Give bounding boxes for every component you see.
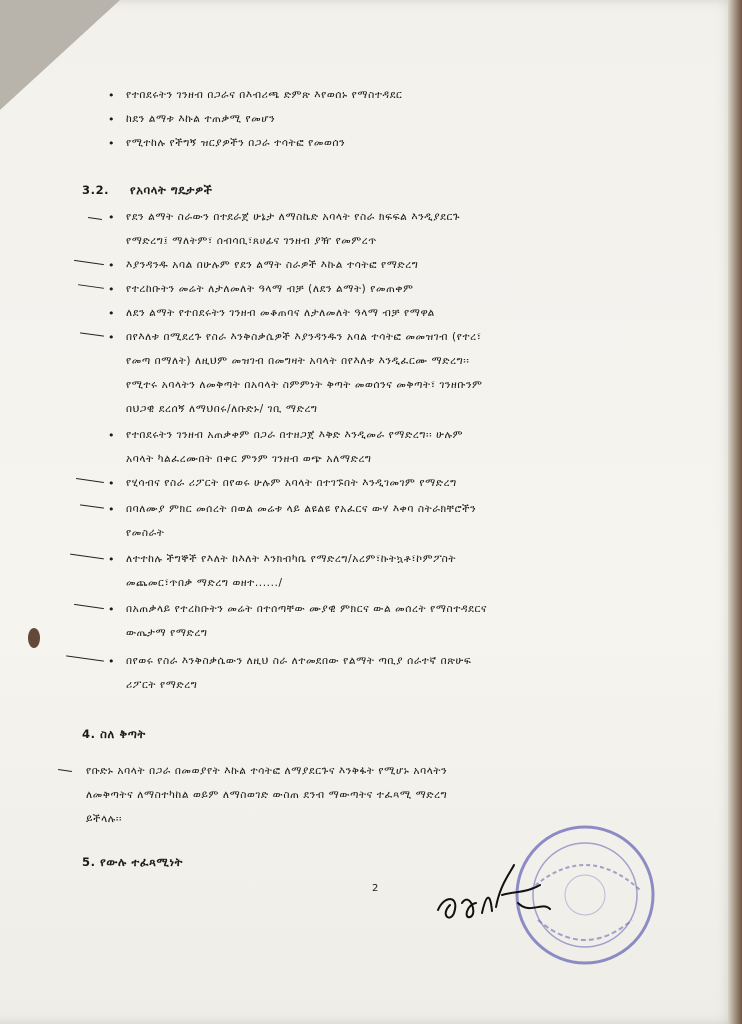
duty-10-line-1: በአጠቃላይ የተረከቡትን መሬት በተሰጣቸው ሙያዊ ምክርና ውል መሰረት የማስተዳደርና <box>126 603 488 615</box>
bullet-icon: • <box>108 429 116 442</box>
duty-11-line-2: ሪፖርት የማድረግ <box>126 679 198 691</box>
duty-8-line-1: በባለሙያ ምክር መሰረት በወል መሬቱ ላይ ልዩልዩ የአፈርና ውሃ እቀባ ስትራክቸሮችን <box>126 503 477 515</box>
duty-11-line-1: በየወሩ የስራ እንቅስቃሴውን ለዚህ ስራ ለተመደበው የልማት ጣቢያ ሰራተኛ በጽሁፍ <box>126 655 472 667</box>
section-5-heading: 5. የውሉ ተፈጻሚነት <box>82 855 183 869</box>
top-bullet-3: የሚተከሉ የችግኝ ዝርያዎችን በጋራ ተሳትፎ የመወሰን <box>126 137 346 149</box>
section-4-line-3: ይችላሉ፡፡ <box>86 813 123 825</box>
section-title: የአባላት ግዴታዎች <box>130 183 213 197</box>
bullet-icon: • <box>108 477 116 490</box>
section-number: 3.2. <box>82 183 110 197</box>
duty-1-line-1: የደን ልማት ስራውን በተደራጀ ሁኔታ ለማስኬድ አባላት የስራ ክፍፍል እንዲያደርጉ <box>126 211 461 223</box>
section-4-heading: 4. ስለ ቅጣት <box>82 727 146 741</box>
section-4-line-2: ለመቅጣትና ለማስተካከል ወይም ለማስወገድ ውስጠ ደንብ ማውጣትና ተፈጻሚ ማድረግ <box>86 789 448 801</box>
duty-5-line-2: የመጣ በማለት) ለዚህም መዝገብ በመግዛት አባላት በየእለቱ እንዲፈርሙ ማድረግ፡፡ <box>126 355 470 367</box>
margin-tick <box>80 504 104 508</box>
bullet-icon: • <box>108 137 116 150</box>
margin-tick <box>76 478 104 483</box>
margin-tick <box>80 332 104 336</box>
duty-10-line-2: ውጤታማ የማድረግ <box>126 627 208 639</box>
duty-9-line-1: ለተተከሉ ችግኞች የእለት ከእለት እንክብካቤ የማድረግ/አረም፣ኩትኳቶ፣ኮምፖስት <box>126 553 457 565</box>
top-bullet-1: የተበደሩትን ገንዘብ በጋራና በእብሪጫ ድምጽ እየወሰኑ የማስተዳደር <box>126 89 403 101</box>
bullet-icon: • <box>108 331 116 344</box>
bullet-icon: • <box>108 503 116 516</box>
duty-1-line-2: የማድረግ፤ ማለትም፣ ሰብሳቢ፣ጸሀፊና ገንዘብ ያዥ የመምረጥ <box>126 235 377 247</box>
duty-4: ለደን ልማት የተበደሩትን ገንዘብ መቆጠባና ለታለመለት ዓላማ ብቻ የማዋል <box>126 307 435 319</box>
duty-6-line-2: አባላት ካልፈረሙበት በቀር ምንም ገንዘብ ወጭ አለማድረግ <box>126 453 372 465</box>
margin-tick <box>58 769 72 772</box>
margin-tick <box>66 655 104 661</box>
duty-8-line-2: የመስራት <box>126 527 165 539</box>
duty-3: የተረከቡትን መሬት ለታለመለት ዓላማ ብቻ (ለደን ልማት) የመጠቀም <box>126 283 414 295</box>
bullet-icon: • <box>108 603 116 616</box>
duty-5-line-4: በህጋዊ ደረሰኝ ለማህበሩ/ለቡድኑ/ ገቢ ማድረግ <box>126 403 318 415</box>
duty-9-line-2: መጨመር፣ጥበቃ ማድረግ ወዘተ....../ <box>126 577 283 589</box>
duty-5-line-3: የሚተሩ አባላትን ለመቅጣት በአባላት ስምምነት ቅጣት መወሰንና መቅጣት፣ ገንዘቡንም <box>126 379 483 391</box>
margin-tick <box>74 260 104 265</box>
section-4-line-1: የቡድኑ አባላት በጋራ በመወያየት እኩል ተሳትፎ ለማያደርጉና እንቅፋት የሚሆኑ አባላትን <box>86 765 448 777</box>
duty-5-line-1: በየእለቱ በሚደረጉ የስራ እንቅስቃሴዎች እያንዳንዱን አባል ተሳትፎ መመዝገብ (የተረ፣ <box>126 331 482 343</box>
top-bullet-2: ከደን ልማቱ እኩል ተጠቃሚ የመሆን <box>126 113 276 125</box>
margin-tick <box>70 554 104 560</box>
bullet-icon: • <box>108 283 116 296</box>
handwritten-signature <box>430 855 560 930</box>
bullet-icon: • <box>108 655 116 668</box>
margin-tick <box>78 284 104 289</box>
bullet-icon: • <box>108 89 116 102</box>
bullet-icon: • <box>108 113 116 126</box>
bullet-icon: • <box>108 307 116 320</box>
duty-6-line-1: የተበደሩትን ገንዘብ አጠቃቀም በጋራ በተዘጋጀ እቅድ እንዲመራ የማድረግ፡፡ ሁሉም <box>126 429 463 441</box>
duty-2: እያንዳንዱ አባል በሁሉም የደን ልማት ስራዎች እኩል ተሳትፎ የማድረግ <box>126 259 419 271</box>
bullet-icon: • <box>108 259 116 272</box>
margin-tick <box>74 604 104 609</box>
bullet-icon: • <box>108 553 116 566</box>
page-number: 2 <box>372 883 379 894</box>
margin-tick <box>88 217 102 220</box>
bullet-icon: • <box>108 211 116 224</box>
duty-7: የሂሳብና የስራ ሪፖርት በየወሩ ሁሉም አባላት በተገኙበት እንዲገመገም የማድረግ <box>126 477 457 489</box>
